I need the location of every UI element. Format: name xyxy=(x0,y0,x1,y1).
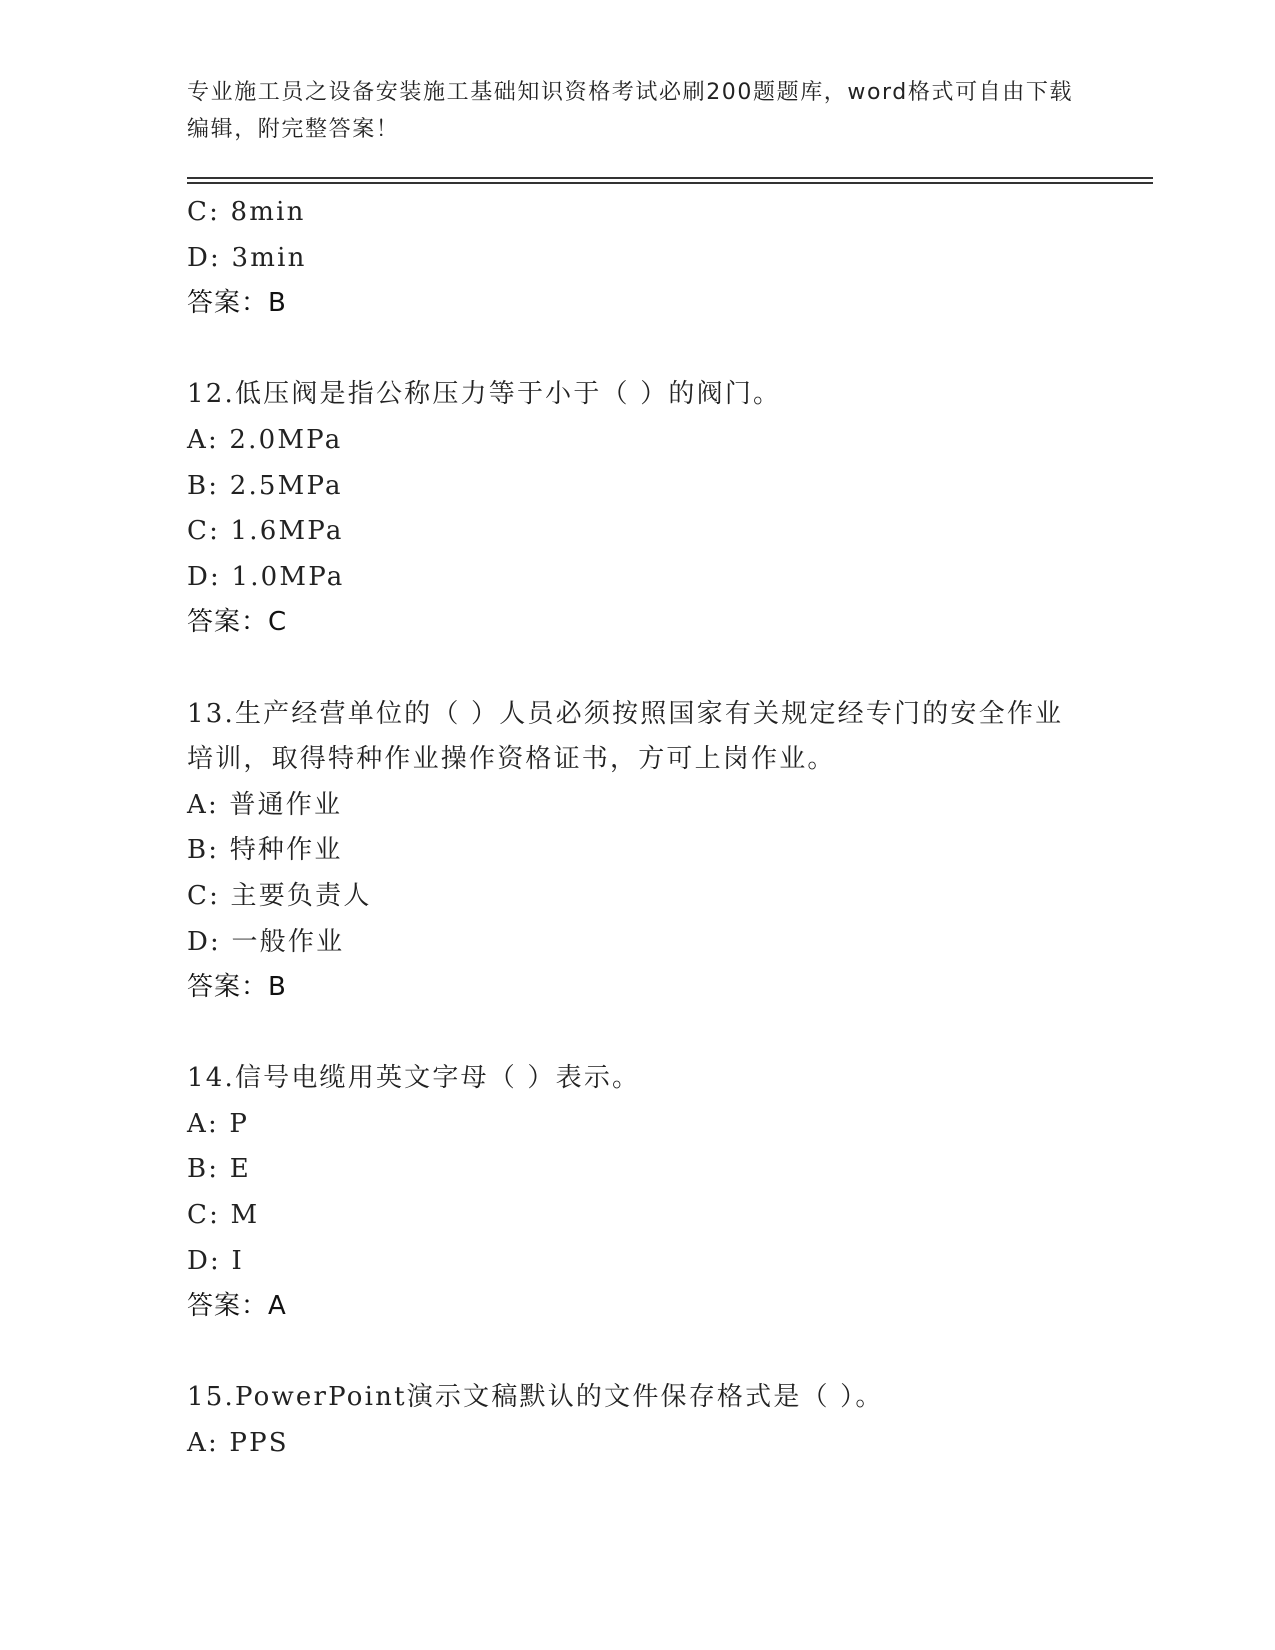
option-d: D: 一般作业 xyxy=(187,926,345,957)
option-d: D: 1.0MPa xyxy=(187,561,345,592)
option-c: C: 主要负责人 xyxy=(187,880,372,911)
option-d: D: I xyxy=(187,1245,244,1276)
answer-line: 答案：B xyxy=(187,288,287,319)
question-11 xyxy=(187,190,1087,327)
option-a: A: PPS xyxy=(187,1428,289,1459)
option-c: C: M xyxy=(187,1200,260,1231)
document-header-title: 专业施工员之设备安装施工基础知识资格考试必刷200题题库，word格式可自由下载编辑，附完整答案！ xyxy=(187,80,1074,142)
question-list xyxy=(187,190,1087,1467)
option-a: A: 2.0MPa xyxy=(187,424,343,455)
question-stem: 12.低压阀是指公称压力等于小于（ ）的阀门。 xyxy=(187,379,782,410)
option-c: C: 8min xyxy=(187,197,306,227)
option-d: D: 3min xyxy=(187,242,307,273)
spacer xyxy=(187,1330,1087,1376)
answer-line: 答案：B xyxy=(187,972,287,1003)
spacer xyxy=(187,1011,1087,1057)
header-divider-bottom xyxy=(187,182,1153,184)
question-14 xyxy=(187,1056,1087,1330)
spacer xyxy=(187,327,1087,373)
answer-line: 答案：C xyxy=(187,607,288,638)
spacer xyxy=(187,646,1087,692)
question-stem: 13.生产经营单位的（ ）人员必须按照国家有关规定经专门的安全作业培训，取得特种作业操作资格证书，方可上岗作业。 xyxy=(187,698,1064,775)
question-12 xyxy=(187,372,1087,646)
option-c: C: 1.6MPa xyxy=(187,516,344,547)
option-a: A: P xyxy=(187,1108,250,1139)
question-13 xyxy=(187,692,1087,1011)
answer-line: 答案：A xyxy=(187,1291,287,1322)
option-b: B: E xyxy=(187,1154,251,1185)
option-b: B: 特种作业 xyxy=(187,835,343,866)
question-15 xyxy=(187,1375,1087,1466)
header-divider-top xyxy=(187,177,1153,179)
question-stem: 14.信号电缆用英文字母（ ）表示。 xyxy=(187,1063,641,1094)
option-a: A: 普通作业 xyxy=(187,789,343,820)
option-b: B: 2.5MPa xyxy=(187,470,343,501)
question-stem: 15.PowerPoint演示文稿默认的文件保存格式是（ ）。 xyxy=(187,1382,884,1413)
